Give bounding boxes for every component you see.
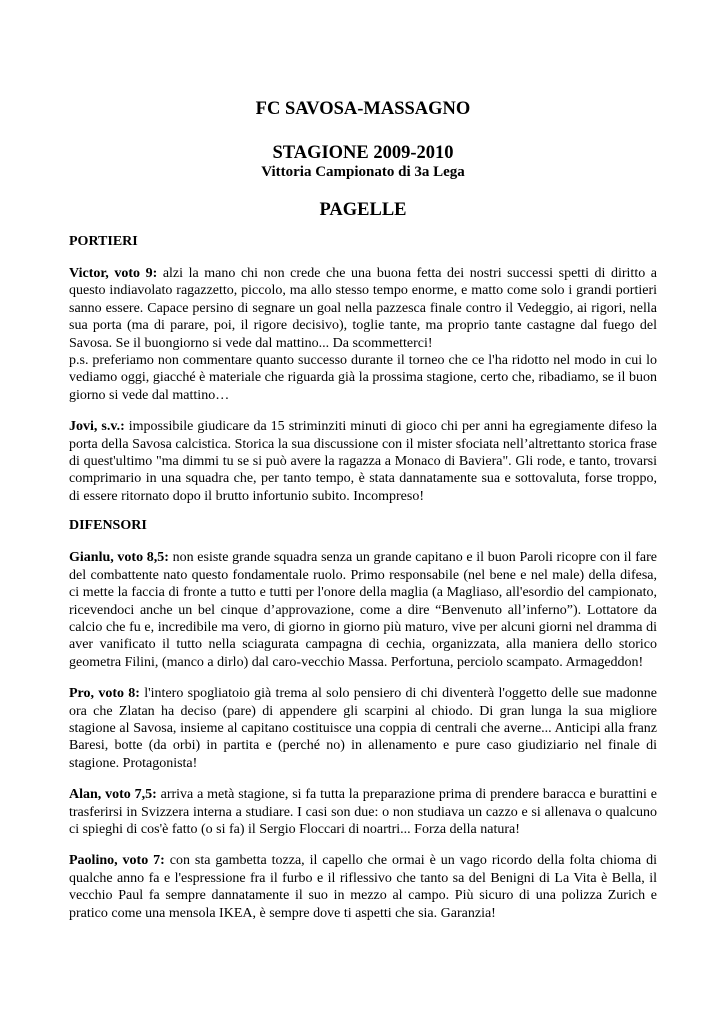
document-page: [69, 98, 657, 922]
player-entry-alan: [69, 786, 657, 838]
player-name: Pro, voto 8:: [69, 686, 140, 702]
player-comment: arriva a metà stagione, si fa tutta la preparazione prima di prendere baracca e burattini e trasferirsi in Svizzera interna a studiare. I casi son due: o non studiava un cazzo e si allenava o qualcuno ci spieghi di cos'è fatto (o si fa) il Sergio Floccari di noartri... Forza della natura!: [69, 787, 657, 837]
player-entry-gianlu: [69, 549, 657, 671]
report-title: PAGELLE: [319, 200, 407, 220]
player-name: Jovi, s.v.:: [69, 419, 125, 435]
player-name: Gianlu, voto 8,5:: [69, 550, 169, 566]
player-entry-jovi: [69, 418, 657, 505]
player-name: Alan, voto 7,5:: [69, 787, 157, 803]
player-comment: con sta gambetta tozza, il capello che ormai è un vago ricordo della folta chioma di qualche anno fa e l'espressione fra il furbo e il riflessivo che tanto sa del Benigni di La Vita è Bella, il vecchio Paul fa sempre dannatamente il suo in mezzo al campo. Più sicuro di una polizza Zurich e pratico come una mensola IKEA, è sempre dove ti aspetti che sia. Garanzia!: [69, 853, 657, 921]
section-heading-difensori: DIFENSORI: [69, 518, 147, 534]
season-title: STAGIONE 2009-2010: [272, 143, 454, 163]
player-comment: non esiste grande squadra senza un grande capitano e il buon Paroli ricopre con il fare del combattente nato questo fondamentale ruolo. Primo responsabile (nel bene e nel male) della difesa, ci mette la faccia di fronte a tutto e tutti per l'onore della maglia (a Magliaso, all'esordio del campionato, ricevendoci anche un bel cinque d’approvazione, come a dire “Benvenuto all’inferno”). Lottatore da calcio che fu e, incredibile ma vero, di giorno in giorno più maturo, vive per alcuni giorni nel dramma di aver vanificato il tutto nella sciagurata campagna di cechia, organizzata, alla maniera dello storico geometra Filini, (manco a dirlo) dal caro-vecchio Massa. Perfortuna, perciolo scampato. Armageddon!: [69, 550, 657, 670]
player-entry-victor: [69, 265, 657, 352]
club-title: FC SAVOSA-MASSAGNO: [255, 99, 471, 119]
championship-subtitle: Vittoria Campionato di 3a Lega: [261, 164, 465, 180]
player-name: Paolino, voto 7:: [69, 853, 165, 869]
player-entry-pro: [69, 685, 657, 772]
player-comment: l'intero spogliatoio già trema al solo pensiero di chi diventerà l'oggetto delle sue madonne ora che Zlatan ha deciso (pare) di appendere gli scarpini al chiodo. Di gran lunga la sua migliore stagione al Savosa, insieme al capitano costituisce una coppia di centrali che averne... Anticipi alla franz Baresi, botte (da orbi) in partita e (perché no) in allenamento e pure caso giudiziario nel finale di stagione. Protagonista!: [69, 686, 657, 771]
player-entry-paolino: [69, 852, 657, 922]
player-comment: alzi la mano chi non crede che una buona fetta dei nostri successi spetti di diritto a questo indiavolato ragazzetto, piccolo, ma allo stesso tempo enorme, e matto come solo i grandi portieri sanno essere. Capace persino di segnare un goal nella pazzesca finale contro il Vedeggio, ai rigori, nella sua porta (ma di parare, poi, il rigore decisivo), toglie tante, ma proprio tante castagne dal fuego del Savosa. Se il buongiorno si vede dal mattino... Da scommetterci!: [69, 266, 657, 351]
postscript-note: p.s. preferiamo non commentare quanto successo durante il torneo che ce l'ha ridotto nel modo in cui lo vediamo oggi, giacché è materiale che riguarda già la prossima stagione, certo che, ribadiamo, se il buon giorno si vede dal mattino…: [69, 353, 657, 403]
section-heading-portieri: PORTIERI: [69, 234, 138, 249]
player-name: Victor, voto 9:: [69, 266, 158, 281]
player-comment: impossibile giudicare da 15 striminziti minuti di gioco chi per anni ha egregiamente difeso la porta della Savosa calcistica. Storica la sua discussione con il mister sfociata nell’altrettanto storica frase di quest'ultimo "ma dimmi tu se si può avere la ragazza a Monaco di Baviera". Gli rode, e tanto, trovarsi comprimario in una squadra che, per tanto tempo, è stata dannatamente sua e sottovaluta, forse troppo, di essere ritornato dopo il brutto infortunio subito. Incompreso!: [69, 419, 657, 504]
